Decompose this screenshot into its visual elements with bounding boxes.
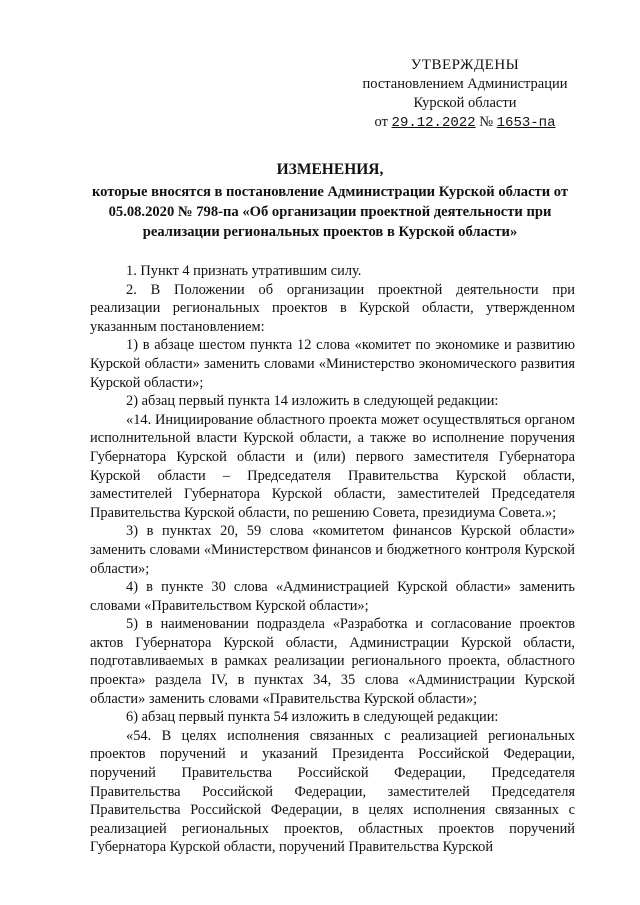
document-body	[90, 262, 575, 857]
paragraph: 2. В Положении об организации проектной деятельности при реализации региональных проектов в Курской области, утвержденном указанным постановлением:	[90, 281, 575, 335]
paragraph: 4) в пункте 30 слова «Администрацией Курской области» заменить словами «Правительством Курской области»;	[90, 579, 575, 614]
date-prefix: от	[374, 114, 388, 130]
approval-number: 1653-па	[496, 115, 556, 131]
paragraph: 1. Пункт 4 признать утратившим силу.	[126, 263, 362, 279]
approval-date-line	[340, 113, 590, 133]
approval-date: 29.12.2022	[391, 115, 476, 131]
approval-heading: УТВЕРЖДЕНЫ	[410, 57, 520, 73]
paragraph: 2) абзац первый пункта 14 изложить в следующей редакции:	[126, 393, 499, 410]
approval-line-2: Курской области	[413, 95, 517, 111]
title-heading: ИЗМЕНЕНИЯ,	[276, 161, 384, 178]
approval-block	[340, 56, 590, 133]
number-prefix: №	[479, 114, 494, 130]
document-title	[70, 160, 590, 242]
paragraph: «54. В целях исполнения связанных с реализацией региональных проектов поручений и указаний Президента Российской Федерации, поручений Правительства Российской Федерации, Председателя Правительства Российской Федерации, заместителей Председателя Правительства Российской Федерации, в целях исполнения связанных с реализацией региональных проектов, областных проектов поручений Губернатора Курской области, поручений Правительства Курской	[90, 727, 575, 856]
paragraph: 3) в пунктах 20, 59 слова «комитетом финансов Курской области» заменить словами «Министерством финансов и бюджетного контроля Курской области»;	[90, 523, 575, 577]
paragraph: 6) абзац первый пункта 54 изложить в следующей редакции:	[126, 709, 499, 726]
paragraph: 1) в абзаце шестом пункта 12 слова «комитет по экономике и развитию Курской области» заменить словами «Министерство экономического развития Курской области»;	[90, 337, 575, 391]
approval-line-1: постановлением Администрации	[362, 76, 568, 92]
title-subheading: которые вносятся в постановление Администрации Курской области от 05.08.2020 № 798-па «Об организации проектной деятельности при реализации региональных проектов в Курской области»	[91, 184, 569, 240]
paragraph: 5) в наименовании подраздела «Разработка и согласование проектов актов Губернатора Курской области, Администрации Курской области, подготавливаемых в рамках реализации регионального проекта, областного проекта» раздела IV, в пунктах 34, 35 слова «Администрации Курской области» заменить словами «Правительства Курской области»;	[90, 616, 575, 707]
paragraph: «14. Инициирование областного проекта может осуществляться органом исполнительной власти Курской области, а также во исполнение поручения Губернатора Курской области и (или) первого заместителя Губернатора Курской области – Председателя Правительства Курской области, заместителей Губернатора Курской области, заместителей Председателя Правительства Курской области, по решению Совета, президиума Совета.»;	[90, 411, 575, 521]
